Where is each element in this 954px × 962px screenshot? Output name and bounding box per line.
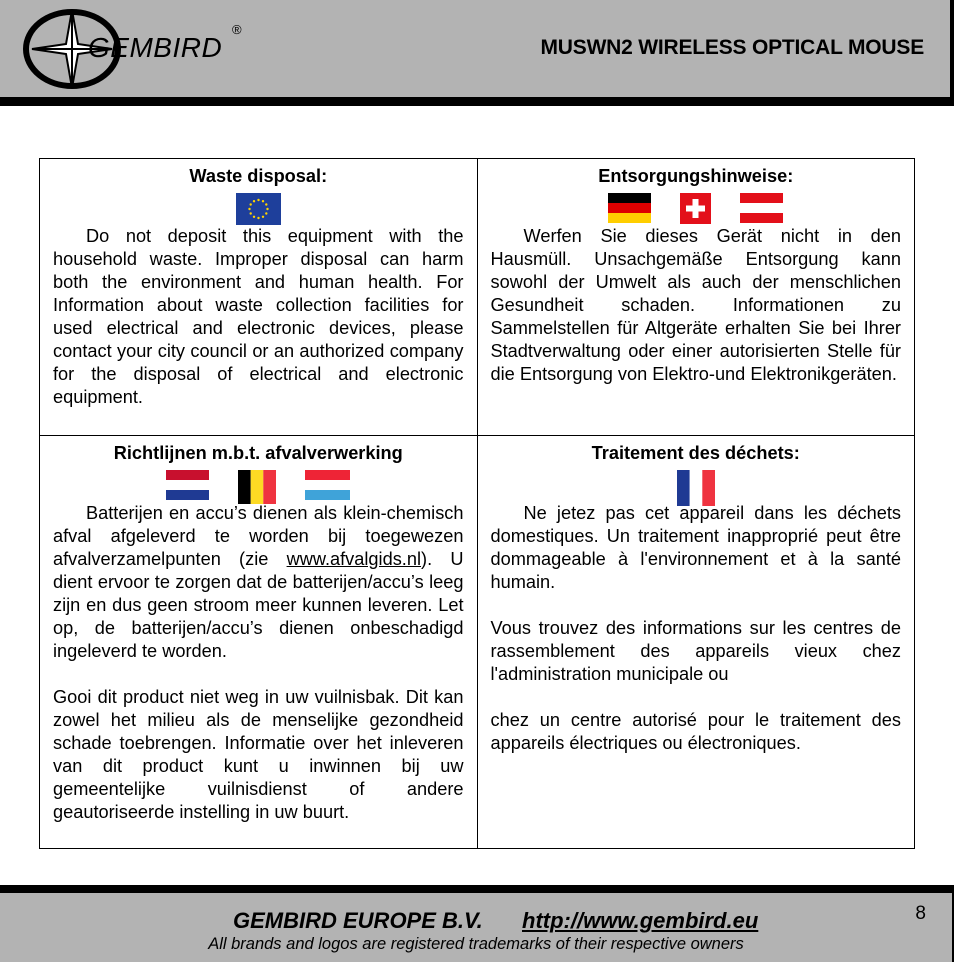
section-title-dutch: Richtlijnen m.b.t. afvalverwerking xyxy=(113,443,403,463)
flag-row-french xyxy=(491,470,902,502)
section-title-french: Traitement des déchets: xyxy=(591,443,800,463)
netherlands-flag-icon xyxy=(166,470,209,500)
flag-row-english xyxy=(53,193,464,225)
logo-text: GEMBIRD xyxy=(88,32,223,63)
france-flag-icon xyxy=(677,470,715,506)
paragraph-german: Werfen Sie dieses Gerät nicht in den Hausmüll. Unsachgemäße Entsorgung kann sowohl der Umwelt als auch der menschlichen Gesundheit schaden. Informationen zu Sammelstellen für Altgeräte erhalten Sie bei Ihrer Stadtverwaltung oder einer autorisierten Stelle für die Entsorgung von Elektro-und Elektronikgeräten. xyxy=(490,226,901,384)
paragraph-dutch-2: Gooi dit product niet weg in uw vuilnisbak. Dit kan zowel het milieu als de menselijke gezondheid schade toebrengen. Informatie over het inleveren van dit product kunt u inwinnen bij uw gemeentelijke vuilnisdienst of andere geautoriseerde instelling in uw buurt. xyxy=(53,687,464,822)
eu-flag-icon xyxy=(236,193,281,225)
section-german xyxy=(477,159,915,436)
document-title: MUSWN2 WIRELESS OPTICAL MOUSE xyxy=(540,36,924,59)
paragraph-dutch-1-end: ). U dient ervoor te zorgen dat de batterijen/accu’s leeg zijn en dus geen stroom meer kunnen leveren. Let op, de batterijen/accu’s dienen onbeschadigd ingeleverd te worden. xyxy=(53,549,464,661)
registered-mark: ® xyxy=(232,22,242,37)
disposal-table xyxy=(39,158,915,849)
gembird-logo xyxy=(20,4,260,94)
paragraph-french-1: Ne jetez pas cet appareil dans les déchets domestiques. Un traitement inapproprié peut être dommageable à l'environnement et à la santé humain. xyxy=(490,503,901,592)
footer-url-link[interactable]: http://www.gembird.eu xyxy=(522,908,759,933)
page-footer xyxy=(0,885,954,962)
afvalgids-link[interactable]: www.afvalgids.nl xyxy=(286,549,422,569)
paragraph-french-3: chez un centre autorisé pour le traitement des appareils électriques ou électroniques. xyxy=(490,710,901,753)
belgium-flag-icon xyxy=(238,470,276,504)
flag-row-german xyxy=(491,193,902,225)
footer-company: GEMBIRD EUROPE B.V. xyxy=(233,908,483,933)
paragraph-dutch-1 xyxy=(53,502,464,663)
austria-flag-icon xyxy=(740,193,783,223)
section-french xyxy=(477,436,915,849)
page-header xyxy=(0,0,954,106)
section-title-english: Waste disposal: xyxy=(189,166,328,186)
page-number: 8 xyxy=(915,903,926,924)
footer-trademark-note: All brands and logos are registered trademarks of their respective owners xyxy=(208,935,744,953)
section-english xyxy=(40,159,478,436)
section-title-german: Entsorgungshinweise: xyxy=(598,166,794,186)
paragraph-dutch-1-start: Batterijen en accu’s dienen als klein-chemisch afval afgeleverd te worden bij toegewezen afvalverzamelpunten (zie xyxy=(53,503,464,569)
paragraph-french-2: Vous trouvez des informations sur les centres de rassemblement des appareils vieux chez l'administration municipale ou xyxy=(490,618,901,684)
luxembourg-flag-icon xyxy=(305,470,350,500)
paragraph-english: Do not deposit this equipment with the household waste. Improper disposal can harm both the environment and human health. For Information about waste collection facilities for used electrical and electronic devices, please contact your city council or an authorized company for the disposal of electrical and electronic equipment. xyxy=(53,226,464,407)
section-dutch xyxy=(40,436,478,849)
flag-row-dutch xyxy=(53,470,464,502)
switzerland-flag-icon xyxy=(680,193,711,224)
germany-flag-icon xyxy=(608,193,651,223)
